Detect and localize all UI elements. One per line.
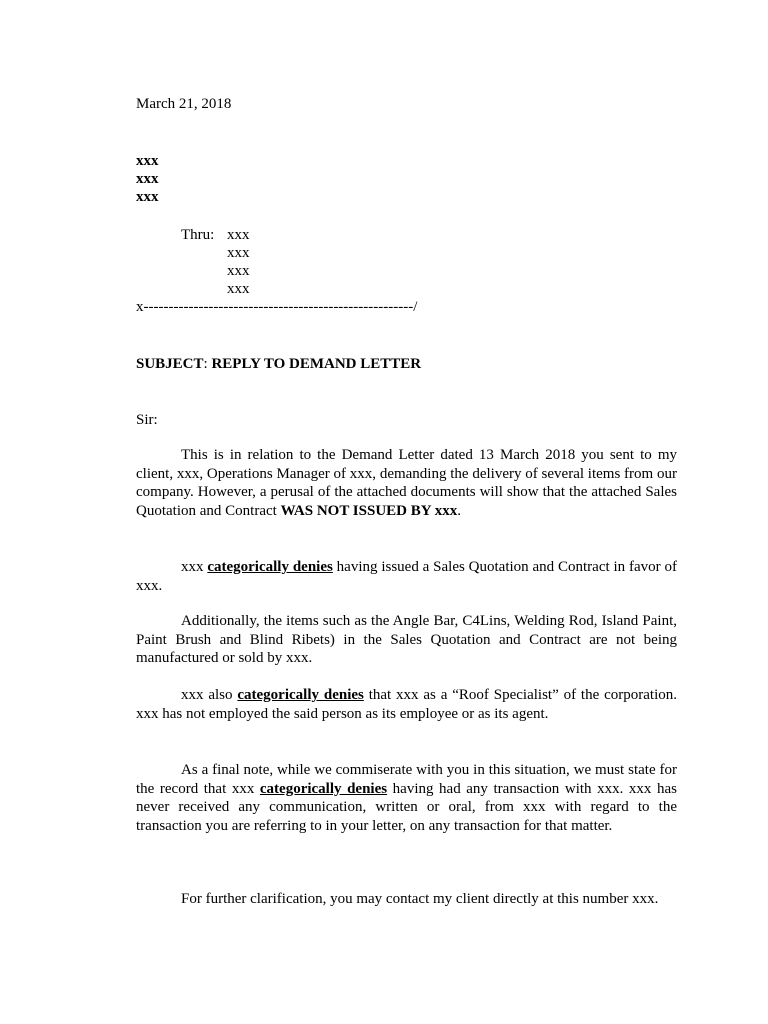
paragraph-2 — [136, 558, 677, 595]
paragraph-5 — [136, 761, 677, 835]
paragraph-2-emphasis: categorically denies — [207, 559, 333, 575]
paragraph-1-bold: WAS NOT ISSUED BY xxx — [280, 502, 458, 519]
paragraph-1-text: This is in relation to the Demand Letter dated 13 March 2018 you sent to my client, xxx, Operations Manager of xxx, demanding the delivery of several items from our company. However, a perusal of the attached documents will show that the attached Sales Quotation and Contract — [136, 447, 677, 519]
paragraph-5-emphasis: categorically denies — [259, 780, 388, 797]
addressee-line-2: xxx — [136, 171, 159, 187]
subject-label: SUBJECT — [136, 356, 204, 372]
paragraph-4-emphasis: categorically denies — [237, 687, 364, 703]
salutation: Sir: — [136, 412, 158, 428]
thru-label: Thru: — [181, 227, 215, 243]
letter-date: March 21, 2018 — [136, 96, 232, 112]
addressee-line-3: xxx — [136, 189, 159, 205]
paragraph-1-end: . — [457, 502, 462, 519]
paragraph-4-start: xxx also — [181, 687, 238, 703]
thru-line-4: xxx — [227, 281, 250, 297]
paragraph-3: Additionally, the items such as the Angle Bar, C4Lins, Welding Rod, Island Paint, Paint Brush and Blind Ribets) in the Sales Quotation and Contract are not being manufactured or sold by xxx. — [136, 613, 677, 667]
separator-line: x------------------------------------------------------/ — [136, 299, 418, 315]
paragraph-5-end: having had any transaction with xxx. xxx has never received any communication, written or oral, from xxx with regard to the transaction you are referring to in your letter, on any transaction for that matter. — [136, 780, 677, 834]
addressee-line-1: xxx — [136, 153, 159, 169]
thru-line-3: xxx — [227, 263, 250, 279]
paragraph-4 — [136, 686, 677, 723]
paragraph-2-end: having issued a Sales Quotation and Contract in favor of xxx. — [136, 559, 677, 594]
paragraph-5-start: As a final note, while we commiserate with you in this situation, we must state for the record that xxx — [136, 762, 677, 797]
paragraph-2-start: xxx — [181, 559, 208, 575]
subject-text: REPLY TO DEMAND LETTER — [211, 356, 422, 372]
thru-line-2: xxx — [227, 245, 250, 261]
subject-colon: : — [203, 356, 208, 372]
thru-line-1: xxx — [227, 227, 250, 243]
paragraph-1 — [136, 446, 677, 520]
subject-heading — [136, 355, 421, 373]
paragraph-6: For further clarification, you may contact my client directly at this number xxx. — [181, 891, 659, 907]
paragraph-4-end: that xxx as a “Roof Specialist” of the corporation. xxx has not employed the said person as its employee or as its agent. — [136, 687, 677, 722]
